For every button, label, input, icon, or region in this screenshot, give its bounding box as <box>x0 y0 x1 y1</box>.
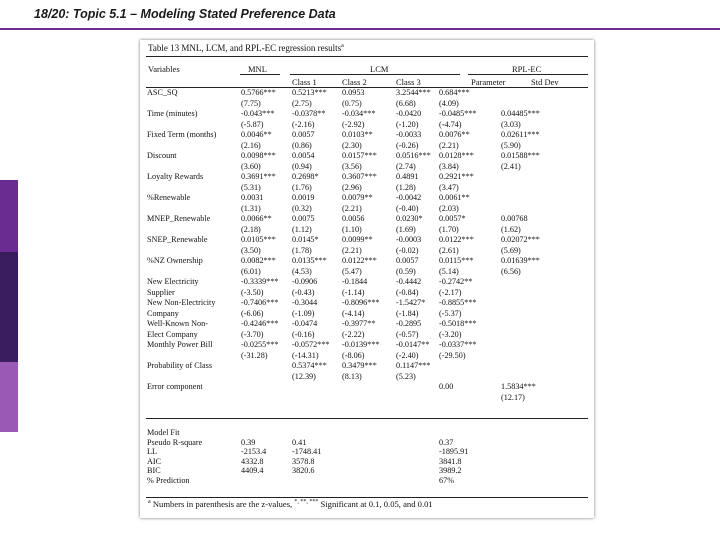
row-label <box>146 246 238 257</box>
row-label: MNEP_Renewable <box>147 214 211 223</box>
table-cell: (-0.26) <box>396 140 419 150</box>
header-rule <box>0 28 720 30</box>
table-cell <box>499 428 559 438</box>
table-cell: 0.0057 <box>292 130 315 139</box>
row-label <box>146 351 238 362</box>
table-cell: (0.32) <box>292 203 312 213</box>
table-cell: -0.0572*** <box>292 340 330 349</box>
table-cell: 0.0046** <box>241 130 272 139</box>
row-label <box>146 183 238 194</box>
table-cell: 0.0076** <box>439 130 470 139</box>
row-label: Fixed Term (months) <box>147 130 217 139</box>
row-label: ASC_SQ <box>147 88 178 97</box>
header-parameter: Parameter <box>471 77 506 87</box>
table-cell: (2.75) <box>292 98 312 108</box>
table-cell <box>340 447 394 457</box>
table-cell: 0.0066** <box>241 214 272 223</box>
header-stddev: Std Dev <box>531 77 559 87</box>
table-cell <box>238 361 290 372</box>
table-cell: (3.84) <box>439 161 459 171</box>
row-label: Error component <box>147 382 203 391</box>
table-cell: 3820.6 <box>292 466 315 475</box>
table-cell: -0.3339*** <box>241 277 279 286</box>
table-cell: (-5.87) <box>241 119 264 129</box>
table-cell: -0.1844 <box>342 277 368 286</box>
table-cell: (-2.17) <box>439 287 462 297</box>
table-cell: (3.50) <box>241 245 261 255</box>
table-cell: 0.2921*** <box>439 172 474 181</box>
table-cell: -0.0485*** <box>439 109 477 118</box>
lcm-rule <box>290 74 460 75</box>
table-cell: 0.0157*** <box>342 151 377 160</box>
row-label <box>146 393 238 404</box>
row-label <box>146 204 238 215</box>
table-cell: (6.56) <box>501 266 521 276</box>
table-cell <box>340 428 394 438</box>
table-cell <box>499 99 559 110</box>
table-cell: (3.60) <box>241 161 261 171</box>
table-cell: 0.00768 <box>501 214 528 223</box>
table-cell: (-0.02) <box>396 245 419 255</box>
table-cell: 0.0953 <box>342 88 365 97</box>
top-rule <box>146 56 588 57</box>
table-cell: -0.8096*** <box>342 298 380 307</box>
table-cell <box>499 298 559 309</box>
rpl-rule <box>468 74 588 75</box>
table-cell <box>499 309 559 320</box>
row-label: Probability of Class <box>147 361 213 370</box>
accent-segment <box>0 252 18 362</box>
header-variables: Variables <box>148 64 180 74</box>
table-cell: 0.0075 <box>292 214 315 223</box>
table-cell: -0.5018*** <box>439 319 477 328</box>
table-cell <box>340 393 394 404</box>
table-cell: (1.76) <box>292 182 312 192</box>
table-cell <box>394 476 437 486</box>
table-cell: (1.70) <box>439 224 459 234</box>
row-label: New Non-Electricity <box>147 298 216 307</box>
table-cell: -0.0139*** <box>342 340 380 349</box>
table-cell <box>499 466 559 476</box>
table-cell: -0.0420 <box>396 109 422 118</box>
table-cell: (-8.06) <box>342 350 365 360</box>
table-cell <box>394 457 437 467</box>
table-cell <box>394 466 437 476</box>
table-footnote: $^a$ Numbers in parenthesis are the z-values, *, **, *** Significant at 0.1, 0.05, and 0.01 <box>148 499 433 509</box>
table-cell: 3578.8 <box>292 456 315 466</box>
table-cell <box>499 172 559 183</box>
table-cell: (5.47) <box>342 266 362 276</box>
table-cell: -0.043*** <box>241 109 275 118</box>
table-cell <box>499 183 559 194</box>
table-cell: (1.69) <box>396 224 416 234</box>
row-label: Loyalty Rewards <box>147 172 204 181</box>
table-cell: (2.96) <box>342 182 362 192</box>
results-table <box>146 88 588 403</box>
table-cell: 0.0115*** <box>439 256 474 265</box>
table-cell: -0.8855*** <box>439 298 477 307</box>
table-cell: -0.0042 <box>396 193 422 202</box>
table-cell: 0.0082*** <box>241 256 276 265</box>
table-cell <box>437 428 499 438</box>
table-cell: 0.0105*** <box>241 235 276 244</box>
table-cell <box>499 193 559 204</box>
table-cell: (0.59) <box>396 266 416 276</box>
row-label: %Renewable <box>147 193 191 202</box>
table-cell: 0.00 <box>439 382 454 391</box>
left-accent-bar <box>0 30 18 540</box>
table-cell: -0.2895 <box>396 319 422 328</box>
table-cell: (3.47) <box>439 182 459 192</box>
table-cell: (2.41) <box>501 161 521 171</box>
table-cell: (-5.37) <box>439 308 462 318</box>
table-cell: -0.0033 <box>396 130 422 139</box>
table-cell: 0.41 <box>292 437 307 447</box>
table-cell: (0.75) <box>342 98 362 108</box>
table-cell: -0.2742** <box>439 277 473 286</box>
table-cell: (-4.74) <box>439 119 462 129</box>
table-cell: 0.0145* <box>292 235 319 244</box>
table-cell: 0.4891 <box>396 172 419 181</box>
header-lcm: LCM <box>370 64 389 74</box>
table-cell: (12.39) <box>292 371 316 381</box>
table-cell: 0.0122*** <box>342 256 377 265</box>
row-label: SNEP_Renewable <box>147 235 208 244</box>
table-cell: 0.2698* <box>292 172 319 181</box>
table-cell <box>499 438 559 448</box>
table-cell: 0.0099** <box>342 235 373 244</box>
table-cell: -1895.91 <box>439 447 469 456</box>
table-cell: 0.0516*** <box>396 151 431 160</box>
table-cell: (1.78) <box>292 245 312 255</box>
table-cell: (2.03) <box>439 203 459 213</box>
table-cell <box>499 457 559 467</box>
table-cell: 0.1147*** <box>396 361 431 370</box>
mnl-rule <box>240 74 280 75</box>
table-cell: 0.02611*** <box>501 130 540 139</box>
table-cell: (0.94) <box>292 161 312 171</box>
row-label: Elect Company <box>147 329 198 339</box>
table-image <box>140 40 594 518</box>
table-cell: (2.16) <box>241 140 261 150</box>
table-cell: (-2.40) <box>396 350 419 360</box>
header-mnl: MNL <box>248 64 267 74</box>
table-cell: 0.0135*** <box>292 256 327 265</box>
table-cell: 0.5766*** <box>241 88 276 97</box>
table-cell: 0.02072*** <box>501 235 540 244</box>
table-cell <box>340 382 394 393</box>
table-cell <box>394 428 437 438</box>
table-cell: 0.0057 <box>396 256 419 265</box>
table-cell: 0.01588*** <box>501 151 540 160</box>
table-cell: (-31.28) <box>241 350 268 360</box>
table-cell: 0.5213*** <box>292 88 327 97</box>
table-cell <box>340 438 394 448</box>
table-cell: 0.0061** <box>439 193 470 202</box>
table-cell: 1.5834*** <box>501 382 536 391</box>
table-cell <box>238 476 290 486</box>
table-cell: 0.0079** <box>342 193 373 202</box>
table-cell <box>437 372 499 383</box>
table-cell: 4332.8 <box>241 456 264 466</box>
table-cell: (2.61) <box>439 245 459 255</box>
table-cell <box>437 393 499 404</box>
table-cell: (-29.50) <box>439 350 466 360</box>
table-cell: (-1.14) <box>342 287 365 297</box>
table-cell: (2.21) <box>439 140 459 150</box>
table-cell: (5.69) <box>501 245 521 255</box>
table-cell: (-1.20) <box>396 119 419 129</box>
table-cell: (-6.06) <box>241 308 264 318</box>
table-cell: (7.75) <box>241 98 261 108</box>
table-cell <box>238 428 290 438</box>
table-cell <box>499 288 559 299</box>
table-cell <box>394 382 437 393</box>
table-cell: (-0.40) <box>396 203 419 213</box>
row-label: BIC <box>147 466 161 475</box>
table-cell: 0.0098*** <box>241 151 276 160</box>
table-cell: 0.5374*** <box>292 361 327 370</box>
table-cell: (1.10) <box>342 224 362 234</box>
table-cell: -0.034*** <box>342 109 376 118</box>
table-cell: 0.0122*** <box>439 235 474 244</box>
table-cell: -0.3044 <box>292 298 318 307</box>
table-cell: 0.3607*** <box>342 172 377 181</box>
table-cell: (2.74) <box>396 161 416 171</box>
table-cell: 0.0103** <box>342 130 373 139</box>
table-cell: 3.2544*** <box>396 88 431 97</box>
table-cell: (1.62) <box>501 224 521 234</box>
table-cell: 0.0230* <box>396 214 423 223</box>
table-cell <box>340 466 394 476</box>
table-cell: (-4.14) <box>342 308 365 318</box>
table-cell <box>394 393 437 404</box>
table-cell: (3.56) <box>342 161 362 171</box>
row-label: %NZ Ownership <box>147 256 203 265</box>
table-cell: (12.17) <box>501 392 525 402</box>
table-cell: -2153.4 <box>241 447 267 456</box>
table-cell: 0.37 <box>439 437 454 447</box>
table-cell: 0.0056 <box>342 214 365 223</box>
row-label: New Electricity <box>147 277 199 286</box>
table-cell: (5.23) <box>396 371 416 381</box>
row-label: AIC <box>147 456 162 466</box>
header-class3: Class 3 <box>396 77 421 87</box>
row-label: Monthly Power Bill <box>147 340 213 349</box>
table-cell <box>499 476 559 486</box>
table-cell: -0.4246*** <box>241 319 279 328</box>
table-cell: 4409.4 <box>241 466 264 475</box>
row-label: Supplier <box>147 287 175 297</box>
table-cell <box>238 372 290 383</box>
table-cell <box>394 438 437 448</box>
table-cell: 0.39 <box>241 437 256 447</box>
table-cell: (-0.84) <box>396 287 419 297</box>
table-cell <box>290 382 340 393</box>
table-cell: -0.0474 <box>292 319 318 328</box>
table-cell: (0.86) <box>292 140 312 150</box>
table-cell <box>394 447 437 457</box>
table-cell: -0.4442 <box>396 277 422 286</box>
table-cell: (4.09) <box>439 98 459 108</box>
table-cell: 0.0057* <box>439 214 466 223</box>
table-cell <box>290 428 340 438</box>
table-cell: (8.13) <box>342 371 362 381</box>
header-class2: Class 2 <box>342 77 367 87</box>
table-cell: 0.0019 <box>292 193 315 202</box>
row-label: LL <box>147 447 158 456</box>
row-label <box>146 225 238 236</box>
table-cell: (6.01) <box>241 266 261 276</box>
table-cell: 0.684*** <box>439 88 470 97</box>
table-cell: (1.31) <box>241 203 261 213</box>
table-cell: 3989.2 <box>439 466 462 475</box>
table-cell <box>290 476 340 486</box>
table-cell <box>499 361 559 372</box>
table-cell <box>499 351 559 362</box>
table-cell: 0.0128*** <box>439 151 474 160</box>
table-cell: 3841.8 <box>439 456 462 466</box>
table-cell <box>340 476 394 486</box>
table-cell: 0.04485*** <box>501 109 540 118</box>
table-cell <box>499 372 559 383</box>
row-label: Discount <box>147 151 177 160</box>
row-label <box>146 267 238 278</box>
table-cell: (6.68) <box>396 98 416 108</box>
table-cell: 0.01639*** <box>501 256 540 265</box>
table-cell <box>437 361 499 372</box>
table-cell <box>499 330 559 341</box>
table-cell: (5.31) <box>241 182 261 192</box>
table-cell: (-1.84) <box>396 308 419 318</box>
row-label: Pseudo R-square <box>147 437 203 447</box>
table-cell: -1.5427* <box>396 298 426 307</box>
table-cell: (2.30) <box>342 140 362 150</box>
row-label <box>146 99 238 110</box>
table-cell: 0.3479*** <box>342 361 377 370</box>
table-cell: -0.0906 <box>292 277 318 286</box>
table-cell: (-3.20) <box>439 329 462 339</box>
table-cell: (-3.70) <box>241 329 264 339</box>
table-cell <box>499 319 559 330</box>
table-cell: (-2.92) <box>342 119 365 129</box>
table-cell: -0.7406*** <box>241 298 279 307</box>
table-cell: 0.0031 <box>241 193 264 202</box>
table-cell: (-2.22) <box>342 329 365 339</box>
table-cell: (5.14) <box>439 266 459 276</box>
table-cell: 0.3691*** <box>241 172 276 181</box>
row-label: Company <box>147 308 179 318</box>
table-cell: 0.0054 <box>292 151 315 160</box>
table-cell: (1.12) <box>292 224 312 234</box>
table-cell <box>499 204 559 215</box>
row-label: Time (minutes) <box>147 109 198 118</box>
table-cell: (2.21) <box>342 203 362 213</box>
table-cell <box>238 382 290 393</box>
table-cell: (1.28) <box>396 182 416 192</box>
table-cell: -1748.41 <box>292 447 322 456</box>
accent-segment <box>0 362 18 432</box>
header-rpl: RPL-EC <box>512 64 542 74</box>
table-cell: (-0.57) <box>396 329 419 339</box>
table-cell: (-0.16) <box>292 329 315 339</box>
row-label: Well-Known Non- <box>147 319 208 328</box>
table-cell: -0.0378** <box>292 109 326 118</box>
row-label <box>146 162 238 173</box>
header-class1: Class 1 <box>292 77 317 87</box>
table-cell: -0.3977** <box>342 319 376 328</box>
table-cell: (-14.31) <box>292 350 319 360</box>
accent-segment <box>0 180 18 252</box>
table-cell: (2.21) <box>342 245 362 255</box>
table-cell: (2.18) <box>241 224 261 234</box>
table-cell <box>499 88 559 99</box>
model-fit-table <box>146 428 588 485</box>
table-cell <box>499 340 559 351</box>
table-cell: (4.53) <box>292 266 312 276</box>
table-cell: (-2.16) <box>292 119 315 129</box>
table-cell: -0.0255*** <box>241 340 279 349</box>
bottom-rule <box>146 497 588 498</box>
model-fit-rule <box>146 418 588 419</box>
row-label: % Prediction <box>147 475 190 485</box>
table-cell: (-1.09) <box>292 308 315 318</box>
table-cell: (5.90) <box>501 140 521 150</box>
table-cell: -0.0147** <box>396 340 430 349</box>
table-cell: (-3.50) <box>241 287 264 297</box>
table-cell: (-0.43) <box>292 287 315 297</box>
table-cell: 67% <box>439 475 455 485</box>
row-label <box>146 141 238 152</box>
row-label: Model Fit <box>147 428 180 437</box>
table-cell: -0.0003 <box>396 235 422 244</box>
table-cell <box>499 447 559 457</box>
table-cell <box>499 277 559 288</box>
table-cell <box>238 393 290 404</box>
table-cell: (3.03) <box>501 119 521 129</box>
row-label <box>146 120 238 131</box>
row-label <box>146 372 238 383</box>
slide-title: 18/20: Topic 5.1 – Modeling Stated Preference Data <box>34 7 336 21</box>
table-cell <box>340 457 394 467</box>
table-cell <box>290 393 340 404</box>
table-caption: Table 13 MNL, LCM, and RPL-EC regression results$^a$ <box>148 43 344 53</box>
table-cell: -0.0337*** <box>439 340 477 349</box>
